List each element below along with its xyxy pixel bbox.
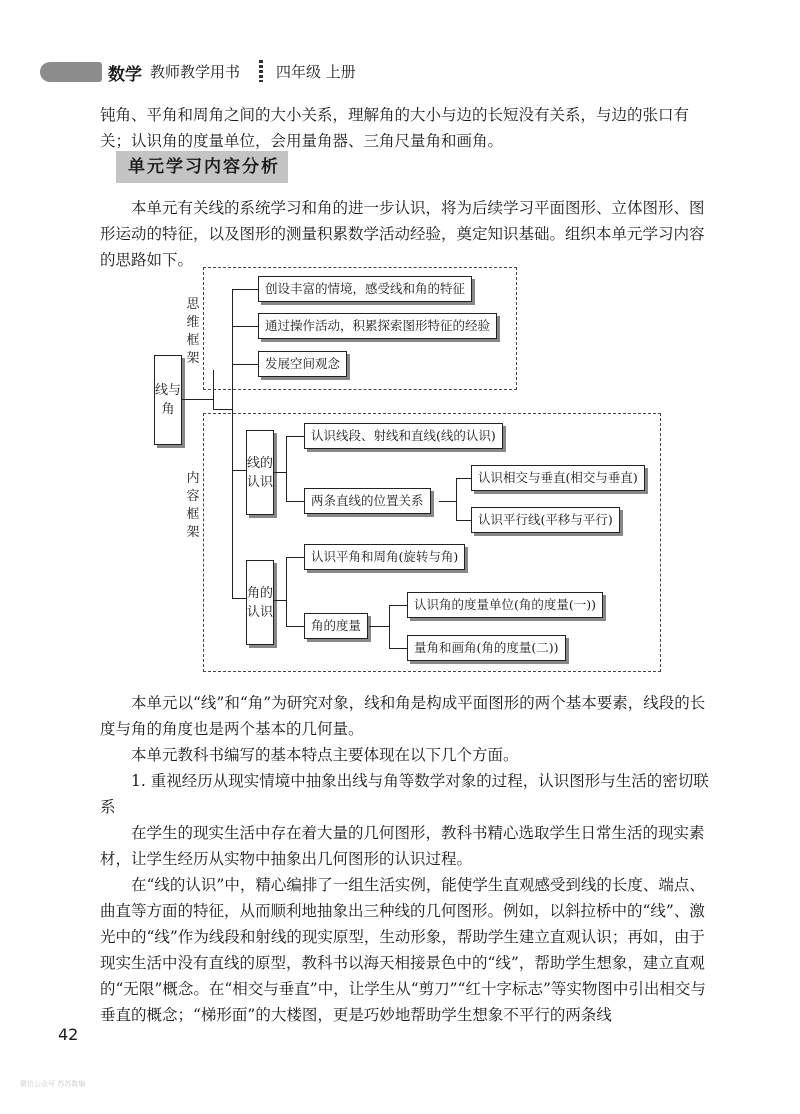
measurement-child-item: 量角和画角(角的度量(二)) [407,635,566,661]
watermark-text: 微信公众号 苏苏数编 [20,1080,86,1088]
body-paragraph: 本单元以“线”和“角”为研究对象，线和角是构成平面图形的两个基本要素，线段的长度与角的角度也是两个基本的几何量。 [100,694,706,738]
numbered-point: 1. 重视经历从现实情境中抽象出线与角等数学对象的过程，认识图形与生活的密切联系 [100,772,709,816]
thinking-item: 发展空间观念 [258,351,347,377]
thinking-item: 创设丰富的情境，感受线和角的特征 [258,276,472,302]
book-grade: 四年级 上册 [276,63,356,81]
root-node: 线与角 [154,355,182,445]
section-heading: 单元学习内容分析 [116,151,288,183]
thinking-item: 通过操作活动，积累探索图形特征的经验 [258,313,497,339]
book-title: 教师教学用书 [150,63,241,81]
body-paragraph: 在“线的认识”中，精心编排了一组生活实例，能使学生直观感受到线的长度、端点、曲直等方面的特征，从而顺利地抽象出三种线的几何图形。例如，以斜拉桥中的“线”、激光中的“线”作为线段和射线的现实原型，生动形象，帮助学生建立直观认识；再如，由于现实生活中没有直线的原型，教科书以海天相接景色中的“线”，帮助学生想象，建立直观的“无限”概念。在“相交与垂直”中，让学生从“剪刀”“红十字标志”等实物图中引出相交与垂直的概念；“梯形面”的大楼图，更是巧妙地帮助学生想象不平行的两条线 [100,876,706,1024]
book-subject: 数学 [108,65,142,85]
line-child-item: 认识线段、射线和直线(线的认识) [304,423,503,449]
angle-child-item: 认识平角和周角(旋转与角) [304,544,465,570]
line-recognition-node: 线的认识 [246,430,274,515]
line-child-item: 两条直线的位置关系 [304,488,431,514]
thinking-framework-label: 思维框架 [186,297,200,366]
measurement-child-item: 认识角的度量单位(角的度量(一)) [407,592,603,618]
body-paragraph: 本单元教科书编写的基本特点主要体现在以下几个方面。 [131,746,519,764]
position-child-item: 认识平行线(平移与平行) [471,507,620,533]
angle-recognition-node: 角的认识 [246,560,274,645]
page-number: 42 [58,1025,79,1044]
angle-child-item: 角的度量 [304,613,368,639]
body-paragraph: 在学生的现实生活中存在着大量的几何图形，教科书精心选取学生日常生活的现实素材，让学生经历从实物中抽象出几何图形的认识过程。 [100,824,705,868]
content-framework-label: 内容框架 [186,471,200,540]
analysis-paragraph: 本单元有关线的系统学习和角的进一步认识，将为后续学习平面图形、立体图形、图形运动的特征，以及图形的测量积累数学活动经验，奠定知识基础。组织本单元学习内容的思路如下。 [100,199,705,269]
intro-paragraph: 钝角、平角和周角之间的大小关系，理解角的大小与边的长短没有关系，与边的张口有关；认识角的度量单位，会用量角器、三角尺量角和画角。 [100,106,690,150]
position-child-item: 认识相交与垂直(相交与垂直) [471,465,645,491]
